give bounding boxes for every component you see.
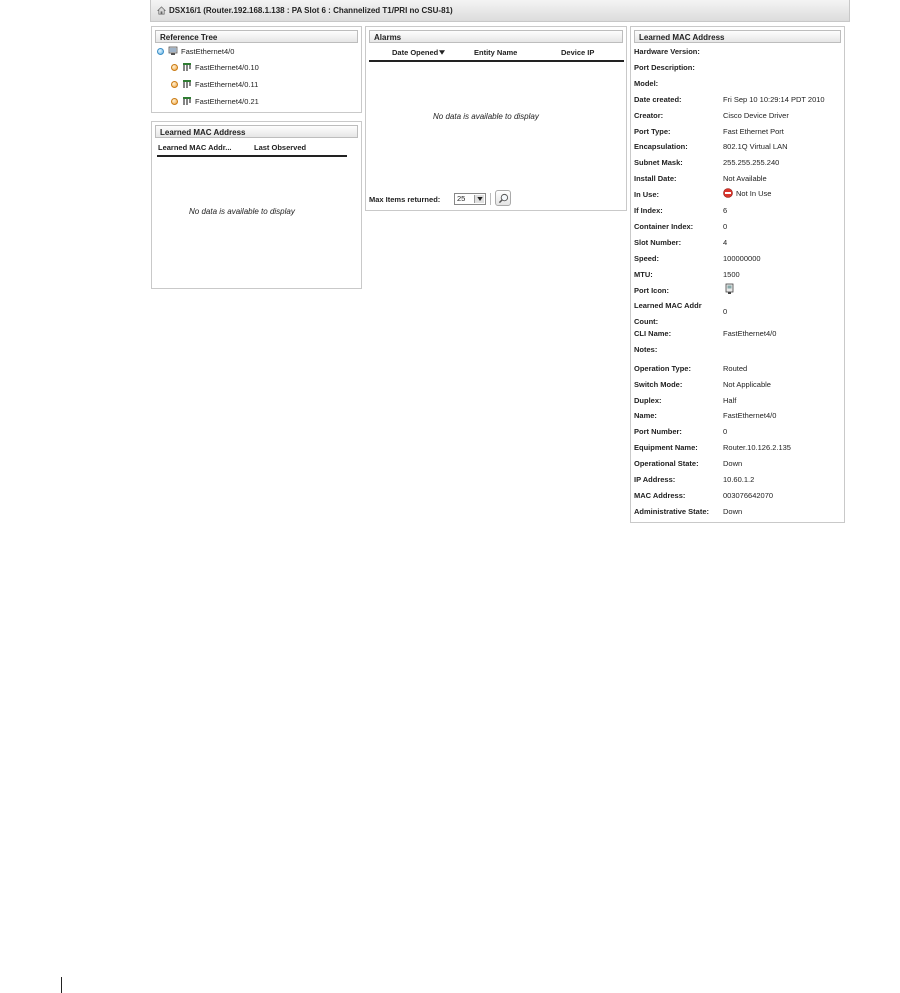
property-label: Port Number: [634, 427, 682, 436]
page-margin-line [61, 977, 62, 993]
learned-mac-header: Learned MAC Address [155, 125, 358, 138]
property-value: 6 [723, 206, 728, 215]
not-in-use-icon [723, 188, 733, 198]
property-value: 0 [723, 427, 728, 436]
property-value: Down [723, 459, 743, 468]
subinterface-icon [182, 79, 192, 89]
property-label: Hardware Version: [634, 47, 700, 56]
expand-bullet-icon[interactable] [171, 64, 178, 71]
property-label: Equipment Name: [634, 443, 698, 452]
empty-message: No data is available to display [433, 112, 539, 121]
property-label: Operational State: [634, 459, 699, 468]
home-icon[interactable] [157, 6, 166, 15]
learned-mac-panel [151, 121, 362, 289]
tree-child-label: FastEthernet4/0.10 [195, 62, 259, 72]
max-items-value: 25 [457, 194, 466, 203]
property-label: Subnet Mask: [634, 158, 683, 167]
tree-root-label: FastEthernet4/0 [181, 46, 235, 56]
property-value: 4 [723, 238, 728, 247]
reference-tree-header: Reference Tree [155, 30, 358, 43]
properties-panel [630, 26, 845, 523]
property-label: Name: [634, 411, 657, 420]
property-value: 0 [723, 222, 728, 231]
property-label: Port Description: [634, 63, 695, 72]
property-value: 10.60.1.2 [723, 475, 755, 484]
property-value: 1500 [723, 270, 740, 279]
property-label: Notes: [634, 345, 658, 354]
property-label: MAC Address: [634, 491, 686, 500]
search-button[interactable] [495, 190, 511, 206]
column-header-date-opened[interactable] [392, 48, 474, 57]
property-label: Speed: [634, 254, 660, 263]
property-value: 003076642070 [723, 491, 774, 500]
property-value: FastEthernet4/0 [723, 329, 777, 338]
property-label: Operation Type: [634, 364, 691, 373]
property-label: Model: [634, 79, 659, 88]
expand-bullet-icon[interactable] [157, 48, 164, 55]
in-use-text: Not In Use [736, 188, 772, 198]
property-value: Router.10.126.2.135 [723, 443, 791, 452]
property-label: CLI Name: [634, 329, 672, 338]
header-divider [157, 155, 347, 157]
window-title: DSX16/1 (Router.192.168.1.138 : PA Slot 6 : Channelized T1/PRI no CSU-81) [169, 6, 453, 15]
column-header-mac[interactable]: Learned MAC Addr... [158, 142, 232, 152]
property-label: MTU: [634, 270, 653, 279]
tree-child-item[interactable] [171, 60, 259, 74]
alarms-header: Alarms [369, 30, 623, 43]
property-label: Container Index: [634, 222, 694, 231]
property-label: Encapsulation: [634, 142, 688, 151]
property-value: Fast Ethernet Port [723, 127, 784, 136]
expand-bullet-icon[interactable] [171, 81, 178, 88]
property-label: In Use: [634, 190, 660, 199]
property-value: 255.255.255.240 [723, 158, 780, 167]
property-value: Down [723, 507, 743, 516]
toolbar-separator [490, 193, 491, 205]
property-value: FastEthernet4/0 [723, 411, 777, 420]
ethernet-port-icon [168, 46, 178, 56]
property-label: Switch Mode: [634, 380, 683, 389]
learned-mac-column-headers [158, 141, 306, 153]
tree-child-item[interactable] [171, 77, 258, 91]
property-label: If Index: [634, 206, 663, 215]
property-value: Fri Sep 10 10:29:14 PDT 2010 [723, 95, 825, 104]
alarms-column-headers [392, 46, 594, 58]
tree-child-item[interactable] [171, 94, 259, 108]
property-label: Port Type: [634, 127, 671, 136]
property-value: Cisco Device Driver [723, 111, 789, 120]
property-label: Duplex: [634, 396, 662, 405]
column-header-date-opened-label: Date Opened [392, 47, 439, 57]
property-value: Not Available [723, 174, 767, 183]
reference-tree-panel [151, 26, 362, 113]
dropdown-arrow-icon[interactable] [474, 195, 484, 203]
tree-root-item[interactable] [157, 44, 234, 58]
property-value: 100000000 [723, 254, 761, 263]
property-value [723, 188, 771, 198]
property-value: Not Applicable [723, 380, 771, 389]
property-label: Creator: [634, 111, 664, 120]
subinterface-icon [182, 62, 192, 72]
property-label: Administrative State: [634, 507, 710, 516]
tree-child-label: FastEthernet4/0.21 [195, 96, 259, 106]
tree-child-label: FastEthernet4/0.11 [195, 79, 259, 89]
column-header-entity-name[interactable]: Entity Name [474, 47, 518, 57]
property-label: Date created: [634, 95, 682, 104]
property-label: Learned MAC Addr Count: [634, 301, 702, 326]
property-label: Port Icon: [634, 286, 669, 295]
max-items-select[interactable] [454, 193, 486, 205]
empty-message: No data is available to display [189, 207, 295, 216]
property-value: 0 [723, 307, 728, 316]
column-header-device-ip[interactable]: Device IP [561, 47, 595, 57]
property-value: 802.1Q Virtual LAN [723, 142, 788, 151]
properties-header: Learned MAC Address [634, 30, 841, 43]
property-label: Slot Number: [634, 238, 682, 247]
alarms-panel [365, 26, 627, 211]
max-items-label: Max Items returned: [369, 195, 441, 204]
property-label: IP Address: [634, 475, 676, 484]
property-value: Routed [723, 364, 748, 373]
port-icon [725, 283, 735, 295]
search-icon [498, 193, 509, 204]
property-label: Install Date: [634, 174, 677, 183]
column-header-last-observed[interactable]: Last Observed [254, 142, 307, 152]
subinterface-icon [182, 96, 192, 106]
window-title-bar [150, 0, 850, 22]
sort-desc-icon[interactable] [439, 50, 445, 55]
header-divider [369, 60, 624, 62]
expand-bullet-icon[interactable] [171, 98, 178, 105]
property-value: Half [723, 396, 737, 405]
